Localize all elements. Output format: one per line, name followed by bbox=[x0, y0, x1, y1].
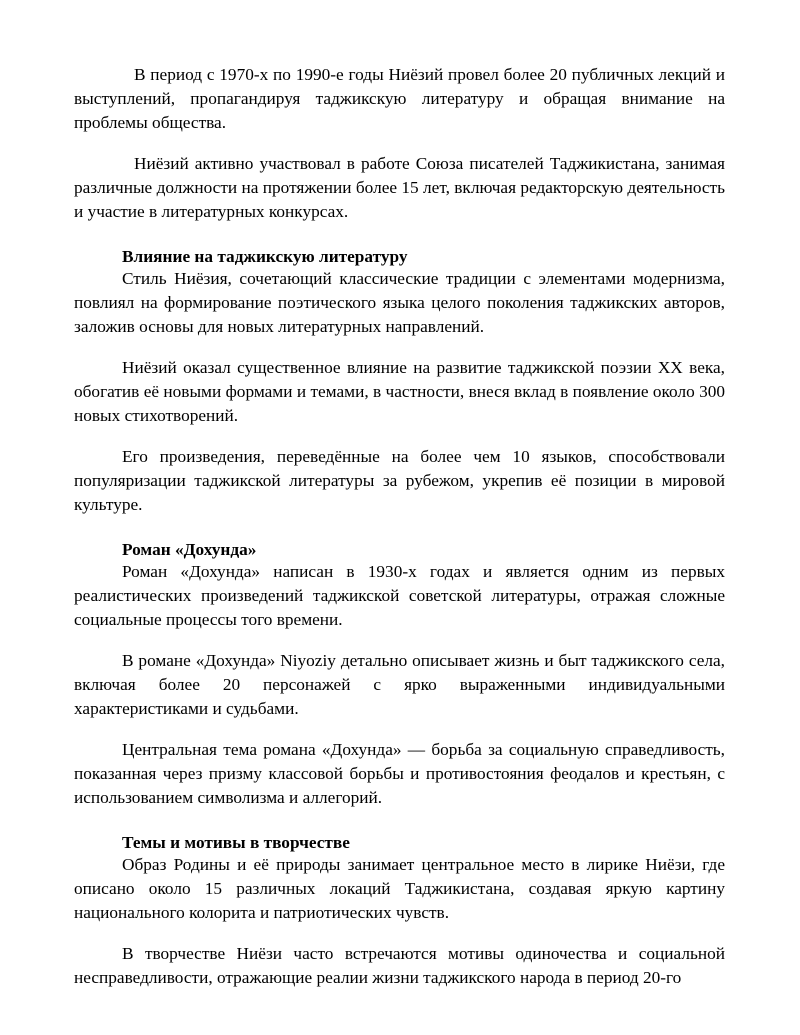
paragraph-homeland: Образ Родины и её природы занимает центральное место в лирике Ниёзи, где описано около 15 различных локаций Таджикистана, создавая яркую картину национального колорита и патриотических чувств. bbox=[74, 855, 725, 922]
heading-novel: Роман «Дохунда» bbox=[122, 540, 257, 559]
paragraph-writers-union: Ниёзий активно участвовал в работе Союза писателей Таджикистана, занимая различные должности на протяжении более 15 лет, включая редакторскую деятельность и участие в литературных конкурсах. bbox=[74, 154, 725, 221]
heading-influence: Влияние на таджикскую литературу bbox=[122, 247, 408, 266]
paragraph-novel-village: В романе «Дохунда» Niyoziy детально описывает жизнь и быт таджикского села, включая более 20 персонажей с ярко выраженными индивидуальными характеристиками и судьбами. bbox=[74, 651, 725, 718]
paragraph-public-lectures: В период с 1970-х по 1990-е годы Ниёзий провел более 20 публичных лекций и выступлений, пропагандируя таджикскую литературу и обращая внимание на проблемы общества. bbox=[74, 65, 725, 132]
paragraph-loneliness: В творчестве Ниёзи часто встречаются мотивы одиночества и социальной несправедливости, отражающие реалии жизни таджикского народа в период 20-го bbox=[74, 944, 725, 987]
paragraph-influence-poetry: Ниёзий оказал существенное влияние на развитие таджикской поэзии XX века, обогатив её новыми формами и темами, в частности, внеся вклад в появление около 300 новых стихотворений. bbox=[74, 358, 725, 425]
paragraph-novel-written: Роман «Дохунда» написан в 1930-х годах и является одним из первых реалистических произведений таджикской советской литературы, отражая сложные социальные процессы того времени. bbox=[74, 562, 725, 629]
paragraph-style: Стиль Ниёзия, сочетающий классические традиции с элементами модернизма, повлиял на формирование поэтического языка целого поколения таджикских авторов, заложив основы для новых литературных направлений. bbox=[74, 269, 725, 336]
paragraph-novel-theme: Центральная тема романа «Дохунда» — борьба за социальную справедливость, показанная через призму классовой борьбы и противостояния феодалов и крестьян, с использованием символизма и аллегорий. bbox=[74, 740, 725, 807]
paragraph-translations: Его произведения, переведённые на более чем 10 языков, способствовали популяризации таджикской литературы за рубежом, укрепив её позиции в мировой культуре. bbox=[74, 447, 725, 514]
heading-themes-motifs: Темы и мотивы в творчестве bbox=[122, 833, 350, 852]
